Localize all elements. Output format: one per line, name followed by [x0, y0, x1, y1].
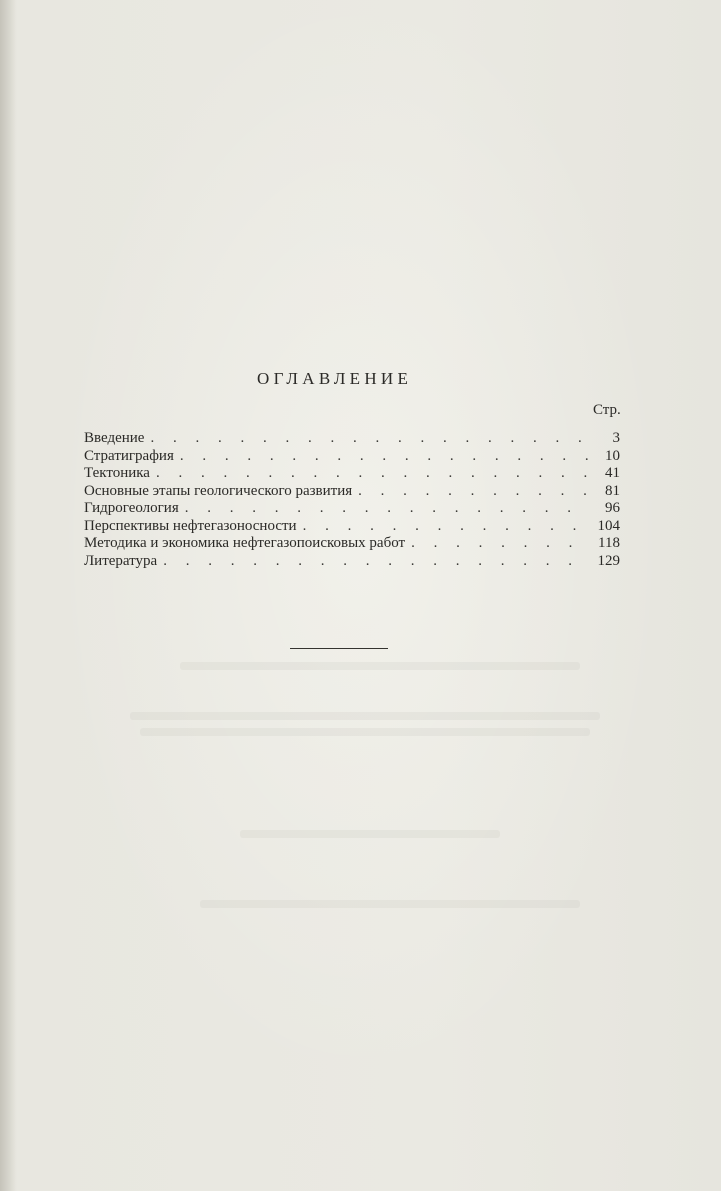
toc-entry-stratigraphy[interactable] [84, 448, 620, 466]
page-column-label: Стр. [593, 402, 621, 418]
toc-entry-label: Стратиграфия [84, 447, 174, 464]
leader-dots [156, 465, 588, 483]
toc-entry-page: 104 [597, 517, 620, 534]
toc-entry-introduction[interactable] [84, 430, 620, 448]
toc-entry-page: 81 [605, 482, 620, 499]
toc-entry-page: 10 [605, 447, 620, 464]
leader-dots [163, 553, 588, 571]
toc-entry-geological-development[interactable] [84, 483, 620, 501]
toc-entry-exploration-methods[interactable] [84, 535, 620, 553]
page-edge-shadow [0, 0, 16, 1191]
leader-dots [185, 500, 588, 518]
leader-dots [411, 535, 588, 553]
bleed-through [140, 728, 590, 736]
toc-entry-references[interactable] [84, 553, 620, 571]
toc-entry-page: 3 [612, 430, 620, 446]
bleed-through [200, 900, 580, 908]
leader-dots [150, 430, 588, 448]
leader-dots [180, 448, 588, 466]
toc-entry-label: Тектоника [84, 465, 150, 481]
toc-entry-page: 96 [605, 500, 620, 516]
toc-entry-page: 129 [597, 552, 620, 569]
toc-entry-label: Введение [84, 430, 145, 446]
toc-entry-tectonics[interactable] [84, 465, 620, 483]
leader-dots [358, 483, 588, 501]
section-divider [290, 648, 388, 649]
bleed-through [180, 662, 580, 670]
bleed-through [240, 830, 500, 838]
leader-dots [303, 518, 588, 536]
bleed-through [130, 712, 600, 720]
toc-list [84, 430, 620, 570]
toc-title: ОГЛАВЛЕНИЕ [257, 369, 413, 388]
toc-entry-label: Перспективы нефтегазоносности [84, 517, 297, 534]
toc-entry-hydrogeology[interactable] [84, 500, 620, 518]
toc-entry-page: 118 [598, 535, 620, 551]
toc-entry-label: Методика и экономика нефтегазопоисковых работ [84, 535, 406, 551]
toc-entry-page: 41 [605, 465, 620, 481]
toc-entry-label: Основные этапы геологического развития [84, 482, 353, 499]
toc-entry-label: Гидрогеология [84, 500, 179, 516]
toc-entry-oil-gas-prospects[interactable] [84, 518, 620, 536]
toc-entry-label: Литература [84, 552, 158, 569]
